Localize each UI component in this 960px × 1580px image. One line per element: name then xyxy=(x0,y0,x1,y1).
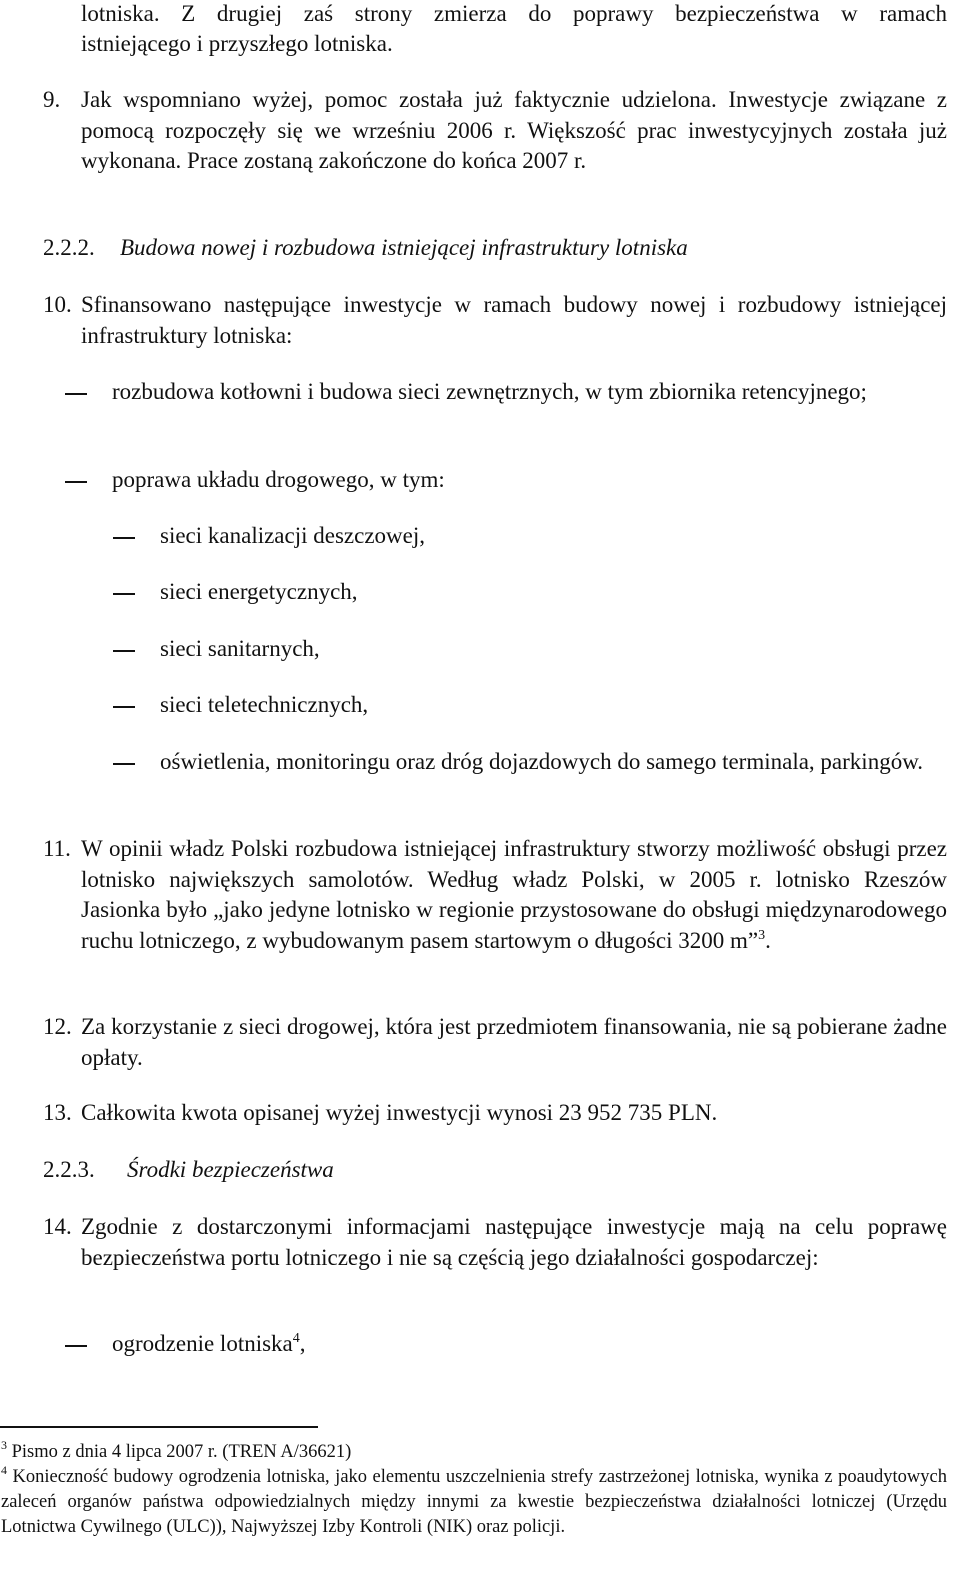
paragraph-number: 14. xyxy=(43,1214,72,1239)
intro-line-1: lotniska. Z drugiej zaś strony zmierza do poprawy bezpieczeństwa w ramach xyxy=(81,1,947,26)
section-heading: Środki bezpieczeństwa xyxy=(127,1157,334,1182)
list-dash xyxy=(65,393,87,395)
footnote-3 xyxy=(1,1440,351,1465)
footnote-reference: 4 xyxy=(292,1331,300,1346)
list-dash xyxy=(113,650,135,652)
intro-line-2: istniejącego i przyszłego lotniska. xyxy=(81,31,393,56)
sub-list-item: sieci teletechnicznych, xyxy=(160,692,369,717)
paragraph-number: 11. xyxy=(43,836,71,861)
list-dash xyxy=(113,537,135,539)
footnote-mark: 3 xyxy=(1,1438,7,1452)
paragraph-number: 13. xyxy=(43,1100,72,1125)
paragraph-12-text: Za korzystanie z sieci drogowej, która jest przedmiotem finansowania, nie są pobierane żadne opłaty. xyxy=(81,1014,947,1070)
list-dash xyxy=(113,593,135,595)
paragraph-number: 10. xyxy=(43,292,72,317)
list-item xyxy=(112,1329,306,1360)
sub-list-item: sieci kanalizacji deszczowej, xyxy=(160,523,425,548)
footnote-text: Konieczność budowy ogrodzenia lotniska, jako elementu uszczelnienia strefy zastrzeżonej lotniska, wynika z poaudytowych zaleceń organów państwa odpowiedzialnych między innymi za kwestie bezpieczeństwa działalności lotniczej (Urzędu Lotnictwa Cywilnego (ULC)), Najwyższej Izby Kontroli (NIK) oraz policji. xyxy=(1,1467,947,1537)
section-number: 2.2.3. xyxy=(43,1157,95,1182)
footnote-separator xyxy=(0,1426,318,1428)
paragraph-number: 9. xyxy=(43,87,61,112)
list-item: poprawa układu drogowego, w tym: xyxy=(112,467,445,492)
list-item-text: ogrodzenie lotniska xyxy=(112,1331,293,1356)
footnote-text: Pismo z dnia 4 lipca 2007 r. (TREN A/36621) xyxy=(11,1442,352,1462)
list-item-tail: , xyxy=(299,1331,306,1356)
paragraph-11-tail: . xyxy=(765,927,771,953)
list-dash xyxy=(65,1345,87,1347)
sub-list-item: sieci sanitarnych, xyxy=(160,636,320,661)
paragraph-11-text xyxy=(81,834,947,956)
list-dash xyxy=(65,481,87,483)
paragraph-11-body: W opinii władz Polski rozbudowa istniejącej infrastruktury stworzy możliwość obsługi przez lotnisko największych samolotów. Według władz Polski, w 2005 r. lotnisko Rzeszów Jasionka było „jako jedyne lotnisko w regionie przystosowane do obsługi międzynarodowego ruchu lotniczego, z wybudowanym pasem startowym o długości 3200 m” xyxy=(81,836,947,953)
footnote-reference: 3 xyxy=(758,927,766,943)
paragraph-14-text: Zgodnie z dostarczonymi informacjami następujące inwestycje mają na celu poprawę bezpieczeństwa portu lotniczego i nie są częścią jego działalności gospodarczej: xyxy=(81,1214,947,1270)
sub-list-item: sieci energetycznych, xyxy=(160,579,358,604)
footnote-4 xyxy=(1,1465,947,1540)
list-item: rozbudowa kotłowni i budowa sieci zewnętrznych, w tym zbiornika retencyjnego; xyxy=(112,379,867,404)
footnote-mark: 4 xyxy=(1,1463,7,1477)
section-heading: Budowa nowej i rozbudowa istniejącej infrastruktury lotniska xyxy=(120,235,688,260)
paragraph-13-text: Całkowita kwota opisanej wyżej inwestycji wynosi 23 952 735 PLN. xyxy=(81,1100,718,1125)
paragraph-number: 12. xyxy=(43,1014,72,1039)
sub-list-item: oświetlenia, monitoringu oraz dróg dojazdowych do samego terminala, parkingów. xyxy=(160,749,924,774)
paragraph-10-text: Sfinansowano następujące inwestycje w ramach budowy nowej i rozbudowy istniejącej infrastruktury lotniska: xyxy=(81,292,947,348)
section-number: 2.2.2. xyxy=(43,235,95,260)
paragraph-9-text: Jak wspomniano wyżej, pomoc została już faktycznie udzielona. Inwestycje związane z pomocą rozpoczęły się we wrześniu 2006 r. Większość prac inwestycyjnych została już wykonana. Prace zostaną zakończone do końca 2007 r. xyxy=(81,87,947,173)
list-dash xyxy=(113,706,135,708)
